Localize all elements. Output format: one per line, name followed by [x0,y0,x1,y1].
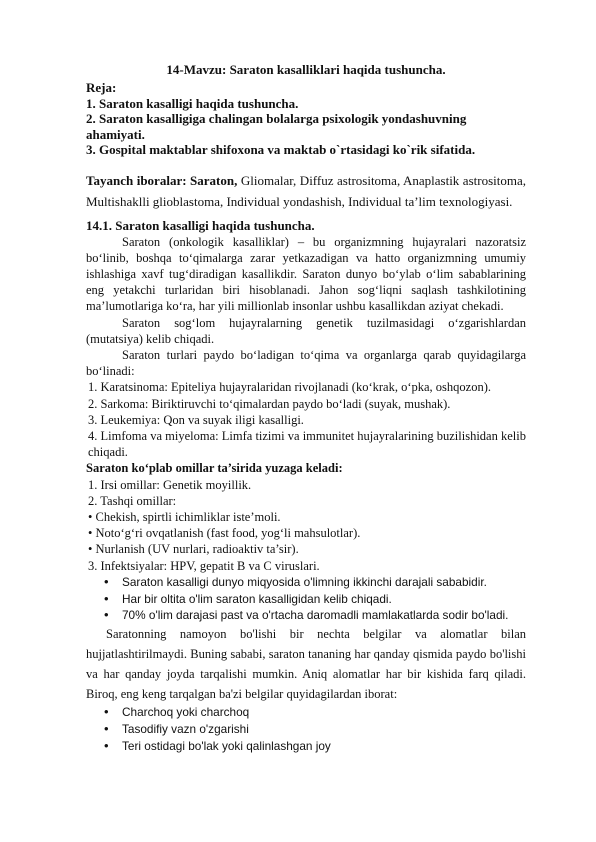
paragraph-1: Saraton (onkologik kasalliklar) – bu organizmning hujayralari nazoratsiz bo‘linib, boshqa to‘qimalarga zarar yetkazadigan va hatto organizmning umumiy ishlashiga xavf tug‘diradigan kasallikdir. Saraton dunyo bo‘ylab o‘lim sabablarining eng yetakchi turlaridan biri hisoblanadi. Jahon sog‘liqni saqlash tashkilotining ma’lumotlariga ko‘ra, har yili millionlab insonlar ushbu kasallikdan aziyat chekadi. [86,234,526,314]
plan-item-3: 3. Gospital maktablar shifoxona va maktab o`rtasidagi ko`rik sifatida. [86,142,476,157]
factor-item-5: • Nurlanish (UV nurlari, radioaktiv ta’sir). [88,542,299,557]
factors-heading: Saraton ko‘plab omillar ta’sirida yuzaga keladi: [86,461,343,476]
list-item: • Tasodifiy vazn o'zgarishi [104,720,249,736]
list-item: • Har bir oltita o'lim saraton kasalligidan kelib chiqadi. [104,590,392,606]
paragraph-2: Saraton sog‘lom hujayralarning genetik tuzilmasidagi o‘zgarishlardan (mutatsiya) kelib chiqadi. [86,315,526,346]
plan-block [86,80,526,158]
list-item: • Teri ostidagi bo'lak yoki qalinlashgan joy [104,737,331,753]
factor-item-3: • Chekish, spirtli ichimliklar iste’moli. [88,509,281,524]
bullet-icon: • [104,590,109,606]
stats-list [86,574,526,624]
bullet-icon: • [104,573,109,589]
bullet-icon: • [104,704,109,720]
type-item-4: 4. Limfoma va miyeloma: Limfa tizimi va immunitet hujayralarining buzilishidan kelib chiqadi. [88,428,526,460]
bullet-icon: • [104,607,109,623]
paragraph-3: Saraton turlari paydo bo‘ladigan to‘qima va organlarga qarab quyidagilarga bo‘linadi: [86,347,526,379]
plan-heading: Reja: [86,80,117,95]
list-item: • Saraton kasalligi dunyo miqyosida o'limning ikkinchi darajali sababidir. [104,573,487,589]
factor-item-4: • Noto‘g‘ri ovqatlanish (fast food, yog‘li mahsulotlar). [88,526,361,541]
bullet-icon: • [104,720,109,736]
type-item-1: 1. Karatsinoma: Epiteliya hujayralaridan rivojlanadi (ko‘krak, o‘pka, oshqozon). [88,380,491,395]
type-item-3: 3. Leukemiya: Qon va suyak iligi kasalligi. [88,412,304,427]
symptoms-list [86,704,526,754]
section-heading: 14.1. Saraton kasalligi haqida tushuncha. [86,217,315,233]
type-item-2: 2. Sarkoma: Biriktiruvchi to‘qimalardan paydo bo‘ladi (suyak, mushak). [88,396,451,411]
key-terms [86,170,526,212]
key-terms-label: Tayanch iboralar: Saraton, [86,172,238,188]
paragraph-4: Saratonning namoyon bo'lishi bir nechta belgilar va alomatlar bilan hujjatlashtirilmaydi. Buning sababi, saraton tananing har qanday qismida paydo bo'lishi va har qanday joyda tarqalishi mumkin. Aniq alomatlar har bir kishida farq qiladi. Biroq, eng keng tarqalgan ba'zi belgilar quyidagilardan iborat: [86,627,526,702]
list-item: • 70% o'lim darajasi past va o'rtacha daromadli mamlakatlarda sodir bo'ladi. [104,607,509,623]
plan-item-1: 1. Saraton kasalligi haqida tushuncha. [86,95,299,111]
factor-item-1: 1. Irsi omillar: Genetik moyillik. [88,477,252,492]
factor-item-6: 3. Infektsiyalar: HPV, gepatit B va C viruslari. [88,558,320,573]
key-terms-text: Gliomalar, Diffuz astrositoma, Anaplastik astrositoma, Multishaklli glioblastoma, Individual yondashish, Individual ta’lim texnologiyasi. [86,172,526,209]
page-title: 14-Mavzu: Saraton kasalliklari haqida tushuncha. [166,62,446,77]
list-item: • Charchoq yoki charchoq [104,704,250,720]
document-page [86,62,526,755]
factor-item-2: 2. Tashqi omillar: [88,493,177,508]
plan-item-2: 2. Saraton kasalligiga chalingan bolalarga psixologik yondashuvning ahamiyati. [86,111,467,142]
bullet-icon: • [104,737,109,753]
